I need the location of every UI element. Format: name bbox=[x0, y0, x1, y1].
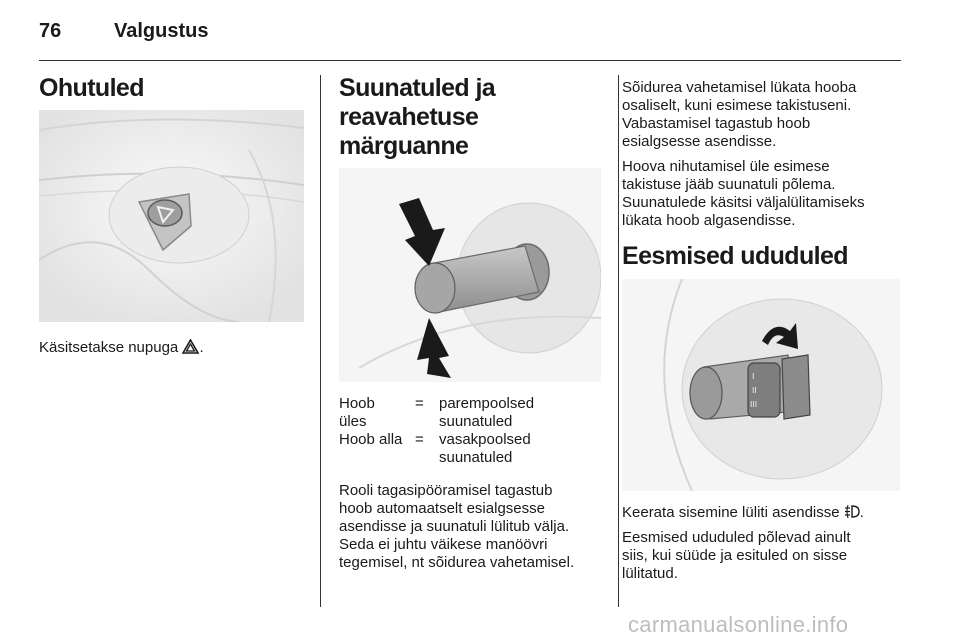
lane-change-paragraph: Sõidurea vahetamisel lükata hooba osaliselt, kuni esimese takistuseni. Vabastamisel tagastub hoob esialgsesse asendisse. bbox=[622, 79, 857, 150]
hazard-caption: Käsitsetakse nupuga . bbox=[39, 339, 204, 356]
fog-light-switch-illustration bbox=[622, 279, 900, 491]
section-title: Valgustus bbox=[114, 20, 209, 42]
fog-condition-paragraph: Eesmised ududuled põlevad ainult siis, kui süüde ja esituled on sisse lülitatud. bbox=[622, 529, 851, 582]
fog-switch-caption: Keerata sisemine lüliti asendisse . bbox=[622, 504, 864, 521]
turn-signal-lever-illustration bbox=[339, 168, 601, 382]
hazard-switch-illustration bbox=[39, 110, 304, 322]
fog-lights-heading: Eesmised ududuled bbox=[622, 242, 848, 270]
svg-text:II: II bbox=[752, 386, 757, 395]
column-divider-2 bbox=[618, 75, 619, 607]
column-divider-1 bbox=[320, 75, 321, 607]
hazard-warning-icon bbox=[182, 339, 199, 354]
middle-column bbox=[339, 74, 604, 572]
definition-meaning: parempoolsed suunatuled bbox=[439, 395, 535, 430]
definition-term: Hoob alla bbox=[339, 431, 403, 448]
page-number: 76 bbox=[39, 20, 62, 42]
turn-signal-definitions bbox=[339, 395, 534, 467]
definition-meaning: vasakpoolsed suunatuled bbox=[439, 431, 531, 466]
definition-equals: = bbox=[415, 395, 424, 412]
hazard-heading: Ohutuled bbox=[39, 74, 144, 102]
definition-row bbox=[339, 395, 534, 431]
svg-text:I: I bbox=[752, 372, 755, 381]
header-rule bbox=[39, 60, 901, 61]
turn-signal-heading: Suunatuled ja reavahetuse märguanne bbox=[339, 74, 496, 160]
left-column bbox=[39, 74, 304, 357]
svg-text:III: III bbox=[750, 400, 758, 409]
turn-signal-paragraph: Rooli tagasipööramisel tagastub hoob automaatselt esialgsesse asendisse ja suunatuli lülitub välja. Seda ei juhtu väikese manöövri tegemisel, nt sõidurea vahetamisel. bbox=[339, 482, 575, 571]
definition-equals: = bbox=[415, 431, 424, 448]
right-column bbox=[622, 74, 902, 583]
watermark: carmanualsonline.info bbox=[628, 612, 849, 637]
front-fog-light-icon bbox=[844, 504, 860, 519]
definition-row bbox=[339, 431, 534, 467]
page-header bbox=[0, 0, 960, 62]
manual-off-paragraph: Hoova nihutamisel üle esimese takistuse jääb suunatuli põlema. Suunatulede käsitsi väljalülitamiseks lükata hoob algasendisse. bbox=[622, 158, 865, 229]
definition-term: Hoob üles bbox=[339, 395, 375, 430]
